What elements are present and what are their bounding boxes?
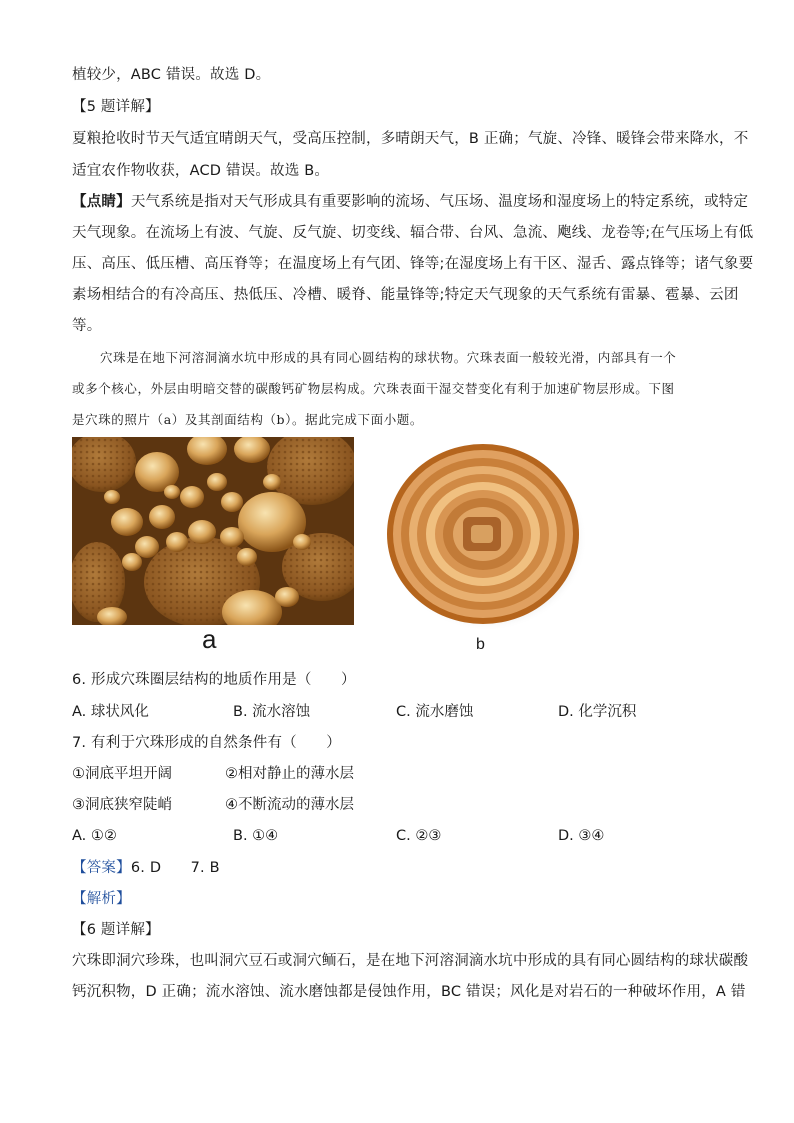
q6-option-b: B. 流水溶蚀 (233, 704, 311, 720)
section-title-q6: 【6 题详解】 (72, 922, 160, 938)
material-line: 穴珠是在地下河溶洞滴水坑中形成的具有同心圆结构的球状物。穴珠表面一般较光滑，内部具有一个 (100, 350, 677, 365)
answer-line (72, 858, 724, 878)
q6-option-a: A. 球状风化 (72, 704, 149, 720)
cross-section-illustration (383, 437, 587, 633)
text-line: 穴珠即洞穴珍珠，也叫洞穴豆石或洞穴鲕石，是在地下河溶洞滴水坑中形成的具有同心圆结构的球状碳酸 (72, 953, 749, 969)
text-line: 适宜农作物收获，ACD 错误。故选 B。 (72, 163, 330, 179)
material-line: 是穴珠的照片（a）及其剖面结构（b）。据此完成下面小题。 (72, 412, 424, 427)
cave-pearls-illustration (72, 437, 354, 625)
cave-pearls-photo (72, 437, 354, 625)
answer-label: 【答案】 (72, 860, 131, 876)
question-6-stem: 6. 形成穴珠圈层结构的地质作用是（ ） (72, 672, 356, 688)
q7-condition-1: ①洞底平坦开阔 (72, 766, 172, 782)
figure-b-caption: b (476, 636, 485, 653)
q7-option-b: B. ①④ (233, 828, 279, 844)
text-line: 素场相结合的有冷高压、热低压、冷槽、暖脊、能量锋等;特定天气现象的天气系统有雷暴、雹暴、云团 (72, 287, 739, 303)
q7-condition-2: ②相对静止的薄水层 (225, 766, 354, 782)
q7-condition-3: ③洞底狭窄陡峭 (72, 797, 172, 813)
text-line: 等。 (72, 318, 102, 334)
tip-label: 【点睛】 (72, 194, 131, 210)
answer-text: 6. D 7. B (130, 860, 220, 876)
q6-option-d: D. 化学沉积 (558, 704, 637, 720)
q7-option-d: D. ③④ (558, 828, 605, 844)
q6-option-c: C. 流水磨蚀 (396, 704, 474, 720)
q7-condition-4: ④不断流动的薄水层 (225, 797, 354, 813)
tip-text: 天气系统是指对天气形成具有重要影响的流场、气压场、温度场和湿度场上的特定系统，或特定 (130, 194, 749, 210)
text-line: 夏粮抢收时节天气适宜晴朗天气，受高压控制，多晴朗天气，B 正确；气旋、冷锋、暖锋会带来降水，不 (72, 131, 749, 147)
q7-option-a: A. ①② (72, 828, 117, 844)
material-line: 或多个核心，外层由明暗交替的碳酸钙矿物层构成。穴珠表面干湿交替变化有利于加速矿物层形成。下图 (72, 381, 675, 396)
question-7-stem: 7. 有利于穴珠形成的自然条件有（ ） (72, 735, 341, 751)
section-title-q5: 【5 题详解】 (72, 99, 160, 115)
analysis-label: 【解析】 (72, 891, 131, 907)
text-line: 天气现象。在流场上有波、气旋、反气旋、切变线、辐合带、台风、急流、飑线、龙卷等;在气压场上有低 (72, 225, 754, 241)
tip-paragraph (72, 192, 749, 212)
text-line: 植较少，ABC 错误。故选 D。 (72, 67, 271, 83)
cave-pearl-cross-section (383, 437, 587, 633)
figure-a-caption: a (202, 624, 217, 654)
text-line: 压、高压、低压槽、高压脊等；在温度场上有气团、锋等;在湿度场上有干区、湿舌、露点锋等；诸气象要 (72, 256, 754, 272)
q7-option-c: C. ②③ (396, 828, 442, 844)
text-line: 钙沉积物，D 正确；流水溶蚀、流水磨蚀都是侵蚀作用，BC 错误；风化是对岩石的一种破坏作用，A 错 (72, 984, 746, 1000)
